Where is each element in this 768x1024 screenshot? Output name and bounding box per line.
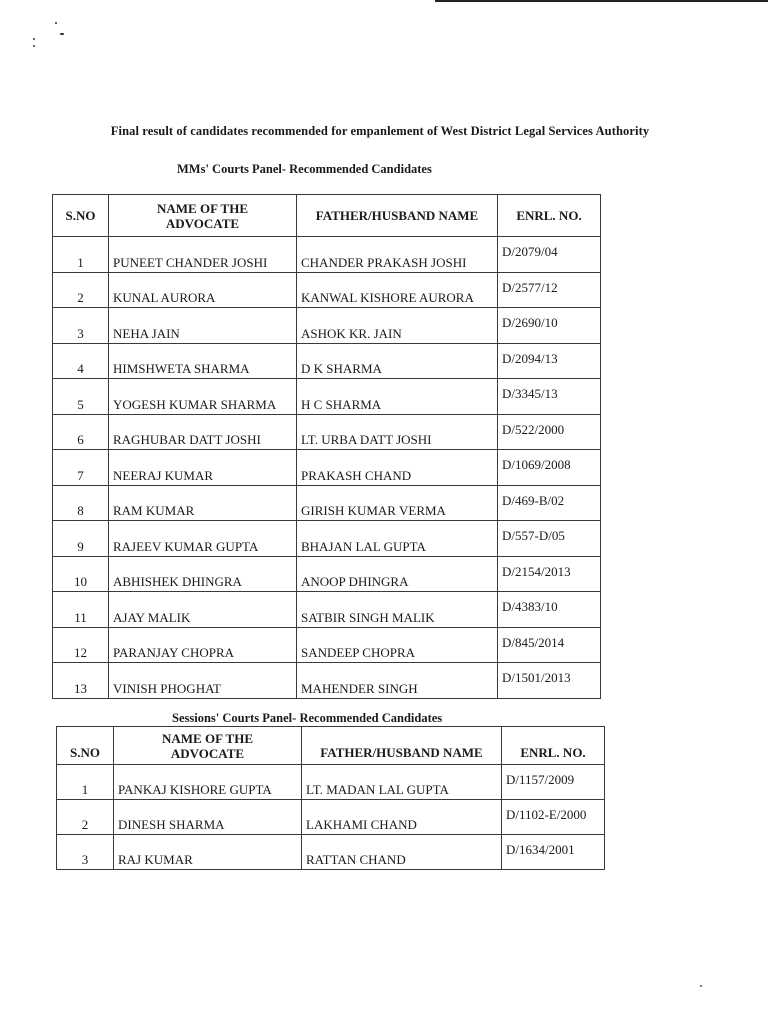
advocate-name-cell: NEERAJ KUMAR xyxy=(109,450,297,486)
sno-cell: 1 xyxy=(57,765,114,800)
advocate-name-cell: ABHISHEK DHINGRA xyxy=(109,556,297,592)
father-husband-name-cell: CHANDER PRAKASH JOSHI xyxy=(297,237,498,273)
table-row xyxy=(53,556,601,592)
table-row xyxy=(57,835,605,870)
table-row xyxy=(53,414,601,450)
table-row xyxy=(53,308,601,344)
advocate-name-cell: PANKAJ KISHORE GUPTA xyxy=(114,765,302,800)
enrollment-number-cell: D/522/2000 xyxy=(498,414,601,450)
sno-cell: 7 xyxy=(53,450,109,486)
page-title: Final result of candidates recommended for empanlement of West District Legal Services Authority xyxy=(110,124,650,138)
scan-speck xyxy=(33,38,35,40)
table-row xyxy=(53,485,601,521)
father-husband-name-cell: H C SHARMA xyxy=(297,379,498,415)
advocate-name-cell: PARANJAY CHOPRA xyxy=(109,627,297,663)
advocate-name-cell: RAGHUBAR DATT JOSHI xyxy=(109,414,297,450)
advocate-name-cell: YOGESH KUMAR SHARMA xyxy=(109,379,297,415)
table-row xyxy=(53,343,601,379)
sno-cell: 8 xyxy=(53,485,109,521)
scan-speck xyxy=(700,985,702,987)
table-row xyxy=(53,663,601,699)
sessions-panel-table xyxy=(56,726,605,870)
enrollment-number-cell: D/1634/2001 xyxy=(502,835,605,870)
father-husband-name-cell: BHAJAN LAL GUPTA xyxy=(297,521,498,557)
enrollment-number-cell: D/1069/2008 xyxy=(498,450,601,486)
sno-header: S.NO xyxy=(53,195,109,237)
table-row xyxy=(57,765,605,800)
mm-panel-body xyxy=(53,237,601,699)
mm-panel-table xyxy=(52,194,601,699)
advocate-name-cell: VINISH PHOGHAT xyxy=(109,663,297,699)
father-husband-name-cell: PRAKASH CHAND xyxy=(297,450,498,486)
scan-speck xyxy=(33,45,35,47)
advocate-name-cell: RAJEEV KUMAR GUPTA xyxy=(109,521,297,557)
enrollment-number-cell: D/2690/10 xyxy=(498,308,601,344)
table-header-row xyxy=(53,195,601,237)
sno-header: S.NO xyxy=(57,727,114,765)
enrollment-number-cell: D/2094/13 xyxy=(498,343,601,379)
father-husband-name-cell: LT. URBA DATT JOSHI xyxy=(297,414,498,450)
father-header: FATHER/HUSBAND NAME xyxy=(302,727,502,765)
father-husband-name-cell: MAHENDER SINGH xyxy=(297,663,498,699)
sno-cell: 4 xyxy=(53,343,109,379)
advocate-name-cell: NEHA JAIN xyxy=(109,308,297,344)
table-row xyxy=(57,800,605,835)
advocate-name-cell: HIMSHWETA SHARMA xyxy=(109,343,297,379)
table-row xyxy=(53,237,601,273)
table-row xyxy=(53,627,601,663)
sno-cell: 12 xyxy=(53,627,109,663)
enrollment-number-cell: D/2577/12 xyxy=(498,272,601,308)
sno-cell: 10 xyxy=(53,556,109,592)
advocate-name-cell: RAM KUMAR xyxy=(109,485,297,521)
advocate-name-cell: KUNAL AURORA xyxy=(109,272,297,308)
name-header: NAME OF THE ADVOCATE xyxy=(114,727,302,765)
enrollment-number-cell: D/469-B/02 xyxy=(498,485,601,521)
name-header: NAME OF THE ADVOCATE xyxy=(109,195,297,237)
sno-cell: 13 xyxy=(53,663,109,699)
scan-speck xyxy=(55,22,57,24)
enrollment-number-cell: D/2154/2013 xyxy=(498,556,601,592)
enrollment-number-cell: D/2079/04 xyxy=(498,237,601,273)
scan-speck xyxy=(60,33,64,35)
sno-cell: 3 xyxy=(57,835,114,870)
sno-cell: 2 xyxy=(57,800,114,835)
sno-cell: 2 xyxy=(53,272,109,308)
father-husband-name-cell: ASHOK KR. JAIN xyxy=(297,308,498,344)
advocate-name-cell: PUNEET CHANDER JOSHI xyxy=(109,237,297,273)
table-row xyxy=(53,592,601,628)
scan-edge-line xyxy=(435,0,768,2)
father-husband-name-cell: ANOOP DHINGRA xyxy=(297,556,498,592)
table-row xyxy=(53,521,601,557)
enrollment-number-cell: D/845/2014 xyxy=(498,627,601,663)
sno-cell: 3 xyxy=(53,308,109,344)
mm-panel-title: MMs' Courts Panel- Recommended Candidates xyxy=(177,162,432,176)
table-row xyxy=(53,379,601,415)
sno-cell: 6 xyxy=(53,414,109,450)
father-header: FATHER/HUSBAND NAME xyxy=(297,195,498,237)
table-row xyxy=(53,272,601,308)
enrollment-number-cell: D/557-D/05 xyxy=(498,521,601,557)
father-husband-name-cell: GIRISH KUMAR VERMA xyxy=(297,485,498,521)
father-husband-name-cell: RATTAN CHAND xyxy=(302,835,502,870)
sessions-panel-body xyxy=(57,765,605,870)
father-husband-name-cell: D K SHARMA xyxy=(297,343,498,379)
enrollment-number-cell: D/4383/10 xyxy=(498,592,601,628)
sno-cell: 9 xyxy=(53,521,109,557)
enrl-header: ENRL. NO. xyxy=(502,727,605,765)
advocate-name-cell: RAJ KUMAR xyxy=(114,835,302,870)
father-husband-name-cell: KANWAL KISHORE AURORA xyxy=(297,272,498,308)
enrollment-number-cell: D/1102-E/2000 xyxy=(502,800,605,835)
advocate-name-cell: AJAY MALIK xyxy=(109,592,297,628)
sno-cell: 5 xyxy=(53,379,109,415)
sno-cell: 1 xyxy=(53,237,109,273)
father-husband-name-cell: SATBIR SINGH MALIK xyxy=(297,592,498,628)
enrollment-number-cell: D/1157/2009 xyxy=(502,765,605,800)
table-header-row xyxy=(57,727,605,765)
advocate-name-cell: DINESH SHARMA xyxy=(114,800,302,835)
father-husband-name-cell: LT. MADAN LAL GUPTA xyxy=(302,765,502,800)
table-row xyxy=(53,450,601,486)
father-husband-name-cell: SANDEEP CHOPRA xyxy=(297,627,498,663)
sessions-panel-title: Sessions' Courts Panel- Recommended Candidates xyxy=(172,711,443,725)
enrollment-number-cell: D/1501/2013 xyxy=(498,663,601,699)
sno-cell: 11 xyxy=(53,592,109,628)
enrl-header: ENRL. NO. xyxy=(498,195,601,237)
father-husband-name-cell: LAKHAMI CHAND xyxy=(302,800,502,835)
enrollment-number-cell: D/3345/13 xyxy=(498,379,601,415)
